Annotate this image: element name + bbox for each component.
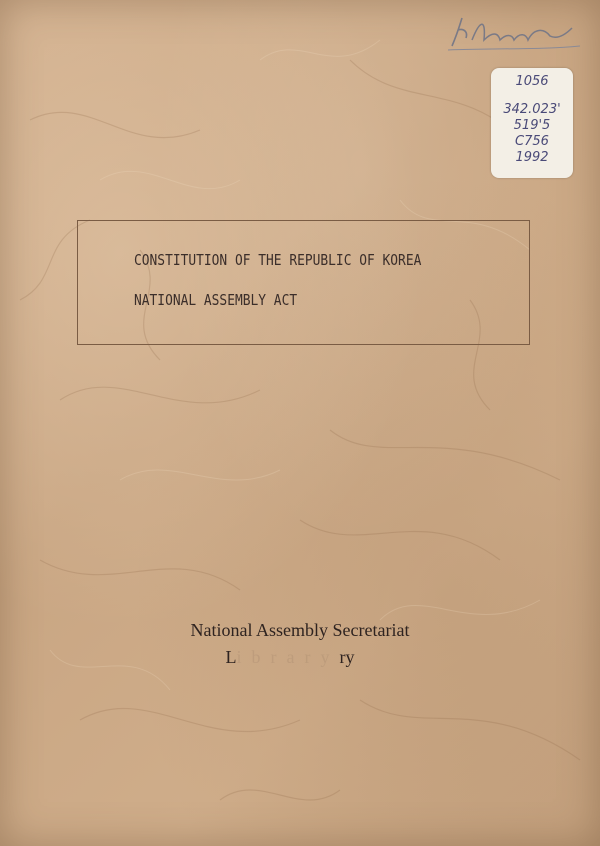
- title-line-2: NATIONAL ASSEMBLY ACT: [134, 291, 298, 309]
- call-number-line-2: 342.023': [503, 102, 561, 117]
- call-number-line-4: C756: [515, 134, 549, 149]
- call-number-line-1: 1056: [515, 74, 549, 89]
- publisher-department-faded: ibrary: [236, 647, 340, 667]
- publisher-block: [0, 620, 600, 668]
- call-number-line-3: 519'5: [513, 118, 551, 133]
- publisher-name: National Assembly Secretariat: [190, 620, 410, 640]
- call-number-line-5: 1992: [515, 150, 549, 165]
- publisher-department-end: ry: [339, 647, 355, 667]
- library-call-number-label: [491, 68, 573, 178]
- handwritten-signature: [440, 10, 585, 55]
- publisher-department-start: L: [225, 647, 237, 667]
- title-frame: [77, 220, 530, 345]
- title-line-1: CONSTITUTION OF THE REPUBLIC OF KOREA: [134, 251, 422, 269]
- publisher-department: [0, 647, 590, 668]
